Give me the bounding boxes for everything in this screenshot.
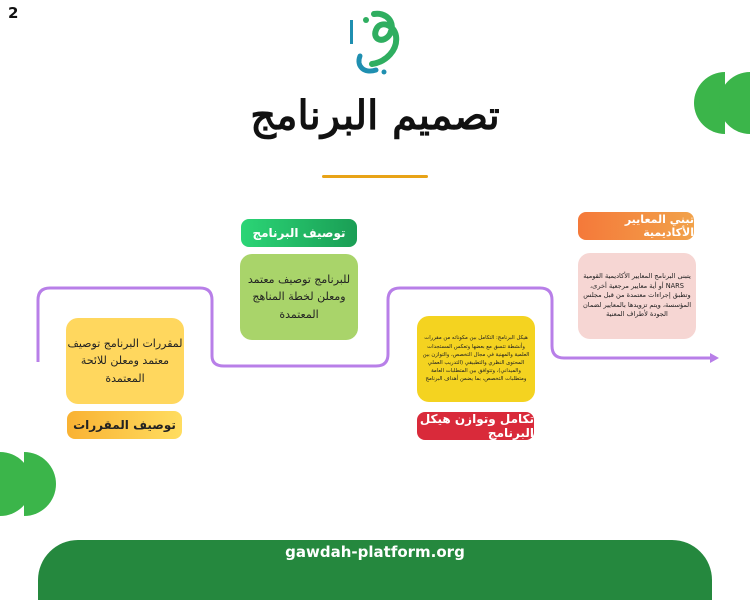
course-specification-text: لمقررات البرنامج توصيف معتمد ومعلن للائحة المعتمدة (67, 337, 183, 385)
program-specification-text: للبرنامج توصيف معتمد ومعلن لخطة المناهج المعتمدة (247, 272, 351, 321)
page-number: 2 (8, 4, 19, 22)
program-specification-pill: توصيف البرنامج (241, 219, 357, 247)
academic-standards-card (578, 253, 696, 339)
program-structure-text: هيكل البرنامج: التكامل بين مكوناته من مقررات وأنشطة تتسق مع بعضها وتعكس المستجدات العلمية والمهنية في مجال التخصص، والتوازن بين المحتوى النظري والتطبيقي (التدريب العملي والميداني)، وتتوافق بين المتطلبات العامة ومتطلبات التخصص، بما يضمن أهداف البرنامج (422, 335, 530, 383)
footer-url[interactable]: gawdah-platform.org (285, 543, 465, 561)
academic-standards-pill: تبني المعايير الأكاديمية (578, 212, 694, 240)
program-specification-card (240, 254, 358, 340)
program-structure-pill: تكامل وتوازن هيكل البرنامج (417, 412, 534, 440)
program-structure-card (417, 316, 535, 402)
page-title: تصميم البرنامج (250, 92, 500, 139)
academic-standards-text: يتبنى البرنامج المعايير الأكاديمية القومية NARS أو أية معايير مرجعية أخرى، وتطبق إجراءات معتمدة من قبل مجلس المؤسسة، ويتم تزويدها بالمعايير لضمان الجودة لأطراف المعنية (582, 272, 692, 319)
course-specification-pill: توصيف المقررات (67, 411, 182, 439)
course-specification-card (66, 318, 184, 404)
